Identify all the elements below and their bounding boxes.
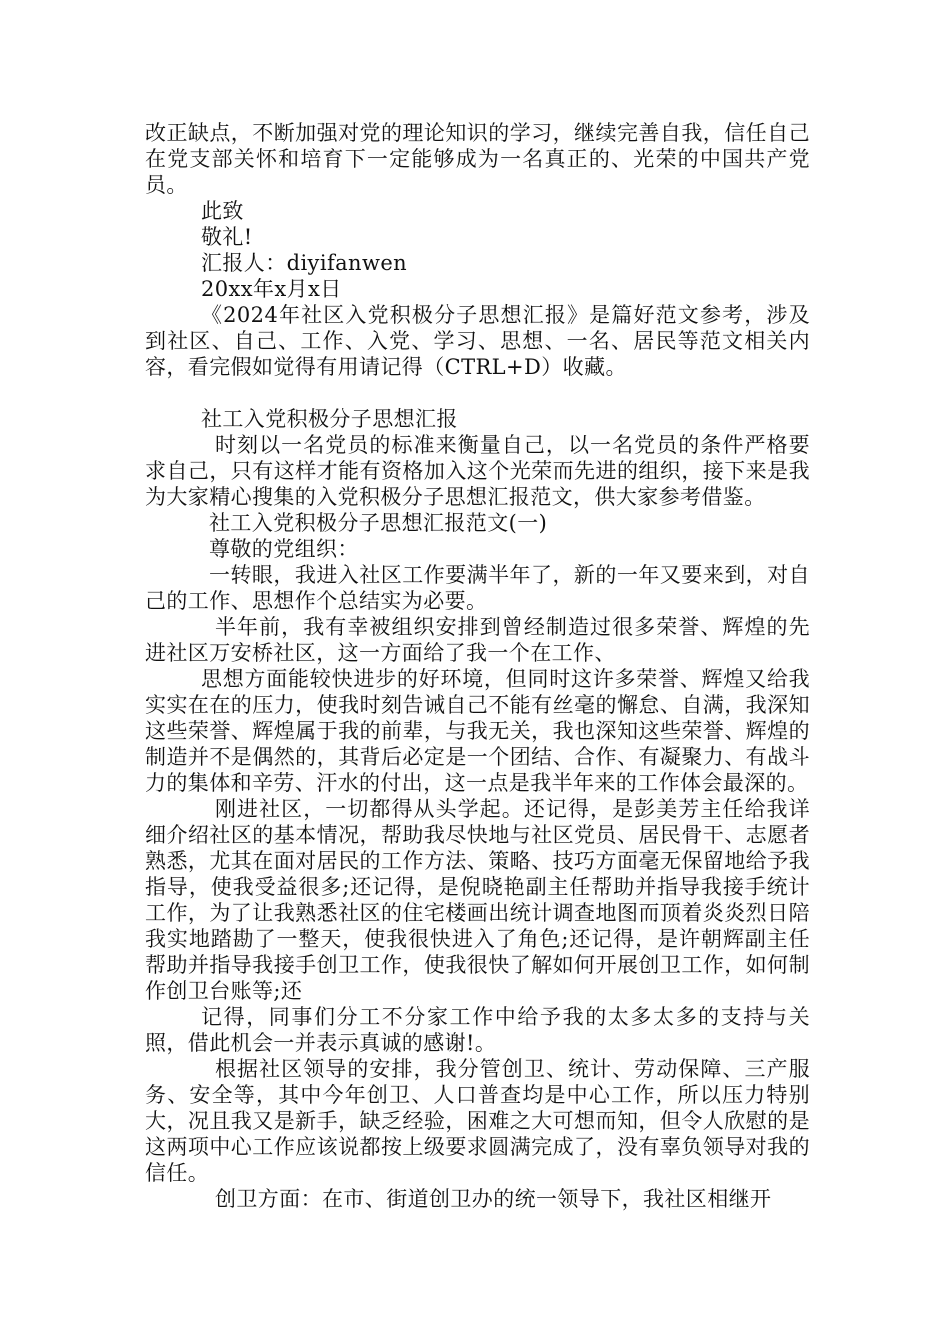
date-line: 20xx年x月x日 (201, 277, 342, 301)
salutation-cizhi: 此致 (201, 199, 244, 223)
paragraph-closing: 改正缺点，不断加强对党的理论知识的学习，继续完善自我，信任自己在党支部关怀和培育下一定能够成为一名真正的、光荣的中国共产党员。 (145, 121, 810, 197)
sample-title: 社工入党积极分子思想汇报范文(一) (209, 511, 548, 535)
blank-line (145, 380, 810, 406)
body-paragraph: 记得，同事们分工不分家工作中给予我的太多太多的支持与关照，借此机会一并表示真诚的感谢!。 (145, 1005, 810, 1055)
body-paragraph: 刚进社区，一切都得从头学起。还记得，是彭美芳主任给我详细介绍社区的基本情况，帮助我尽快地与社区党员、居民骨干、志愿者熟悉，尤其在面对居民的工作方法、策略、技巧方面毫无保留地给予我指导，使我受益很多;还记得，是倪晓艳副主任帮助并指导我接手统计工作，为了让我熟悉社区的住宅楼画出统计调查地图而顶着炎炎烈日陪我实地踏勘了一整天，使我很快进入了角色;还记得，是许朝辉副主任帮助并指导我接手创卫工作，使我很快了解如何开展创卫工作，如何制作创卫台账等;还 (145, 797, 810, 1003)
reporter-line: 汇报人：diyifanwen (201, 251, 408, 275)
body-paragraph: 一转眼，我进入社区工作要满半年了，新的一年又要来到，对自己的工作、思想作个总结实为必要。 (145, 563, 810, 613)
intro-paragraph: 时刻以一名党员的标准来衡量自己，以一名党员的条件严格要求自己，只有这样才能有资格加入这个光荣而先进的组织，接下来是我为大家精心搜集的入党积极分子思想汇报范文，供大家参考借鉴。 (145, 433, 810, 509)
article-note: 《2024年社区入党积极分子思想汇报》是篇好范文参考，涉及到社区、自己、工作、入党、学习、思想、一名、居民等范文相关内容，看完假如觉得有用请记得（CTRL+D）收藏。 (145, 303, 810, 379)
body-paragraph: 思想方面能较快进步的好环境，但同时这许多荣誉、辉煌又给我实实在在的压力，使我时刻告诫自己不能有丝毫的懈怠、自满，我深知这些荣誉、辉煌属于我的前辈，与我无关，我也深知这些荣誉、辉煌的制造并不是偶然的，其背后必定是一个团结、合作、有凝聚力、有战斗力的集体和辛劳、汗水的付出，这一点是我半年来的工作体会最深的。 (145, 667, 810, 795)
body-paragraph: 根据社区领导的安排，我分管创卫、统计、劳动保障、三产服务、安全等，其中今年创卫、人口普查均是中心工作，所以压力特别大，况且我又是新手，缺乏经验，困难之大可想而知，但令人欣慰的是这两项中心工作应该说都按上级要求圆满完成了，没有辜负领导对我的信任。 (145, 1057, 810, 1185)
section-heading: 社工入党积极分子思想汇报 (201, 407, 458, 431)
body-paragraph: 创卫方面：在市、街道创卫办的统一领导下，我社区相继开 (215, 1187, 772, 1211)
body-paragraph: 半年前，我有幸被组织安排到曾经制造过很多荣誉、辉煌的先进社区万安桥社区，这一方面给了我一个在工作、 (145, 615, 810, 665)
greeting-line: 尊敬的党组织： (209, 537, 359, 561)
document-body (145, 120, 810, 1212)
salutation-jingli: 敬礼! (201, 225, 253, 249)
